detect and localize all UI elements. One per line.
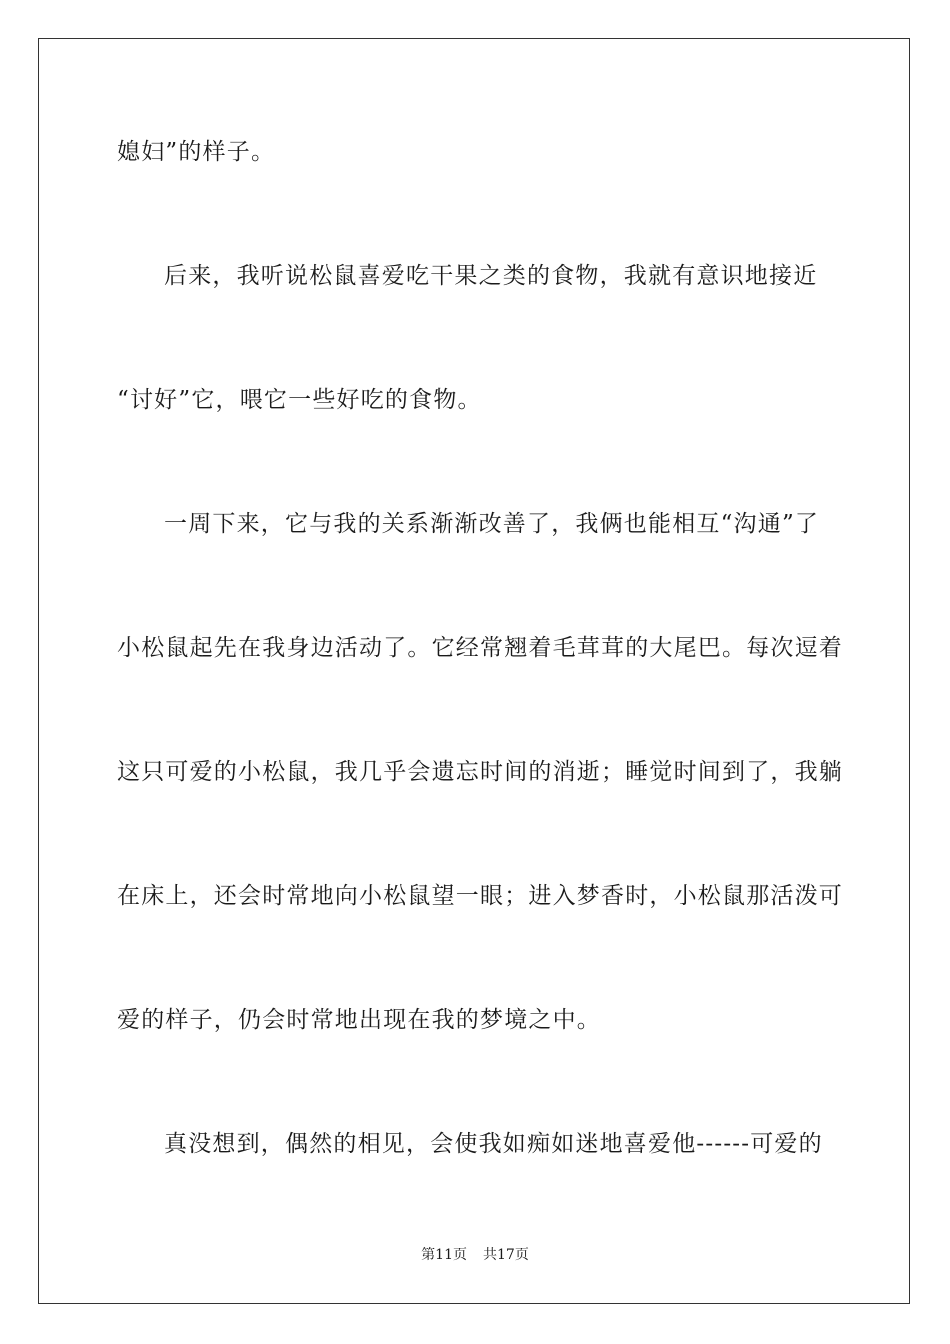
paragraph-first-line: 一周下来，它与我的关系渐渐改善了，我俩也能相互“沟通”了 [164, 511, 820, 537]
text-line: 小松鼠起先在我身边活动了。它经常翘着毛茸茸的大尾巴。每次逗着 [117, 635, 843, 661]
paragraph-first-line: 后来，我听说松鼠喜爱吃干果之类的食物，我就有意识地接近 [164, 263, 818, 289]
page-number: 第11页 [421, 1247, 467, 1263]
text-line: 爱的样子，仍会时常地出现在我的梦境之中。 [117, 1007, 601, 1033]
paragraph-first-line: 真没想到，偶然的相见，会使我如痴如迷地喜爱他------可爱的 [164, 1131, 823, 1157]
text-line: 在床上，还会时常地向小松鼠望一眼；进入梦香时，小松鼠那活泼可 [117, 883, 843, 909]
page-total: 共17页 [483, 1247, 529, 1263]
text-line: 媳妇”的样子。 [117, 139, 276, 165]
page-footer [0, 1246, 950, 1264]
text-line: “讨好”它，喂它一些好吃的食物。 [117, 387, 482, 413]
page-border [38, 38, 910, 1304]
text-line: 这只可爱的小松鼠，我几乎会遗忘时间的消逝；睡觉时间到了，我躺 [117, 759, 843, 785]
